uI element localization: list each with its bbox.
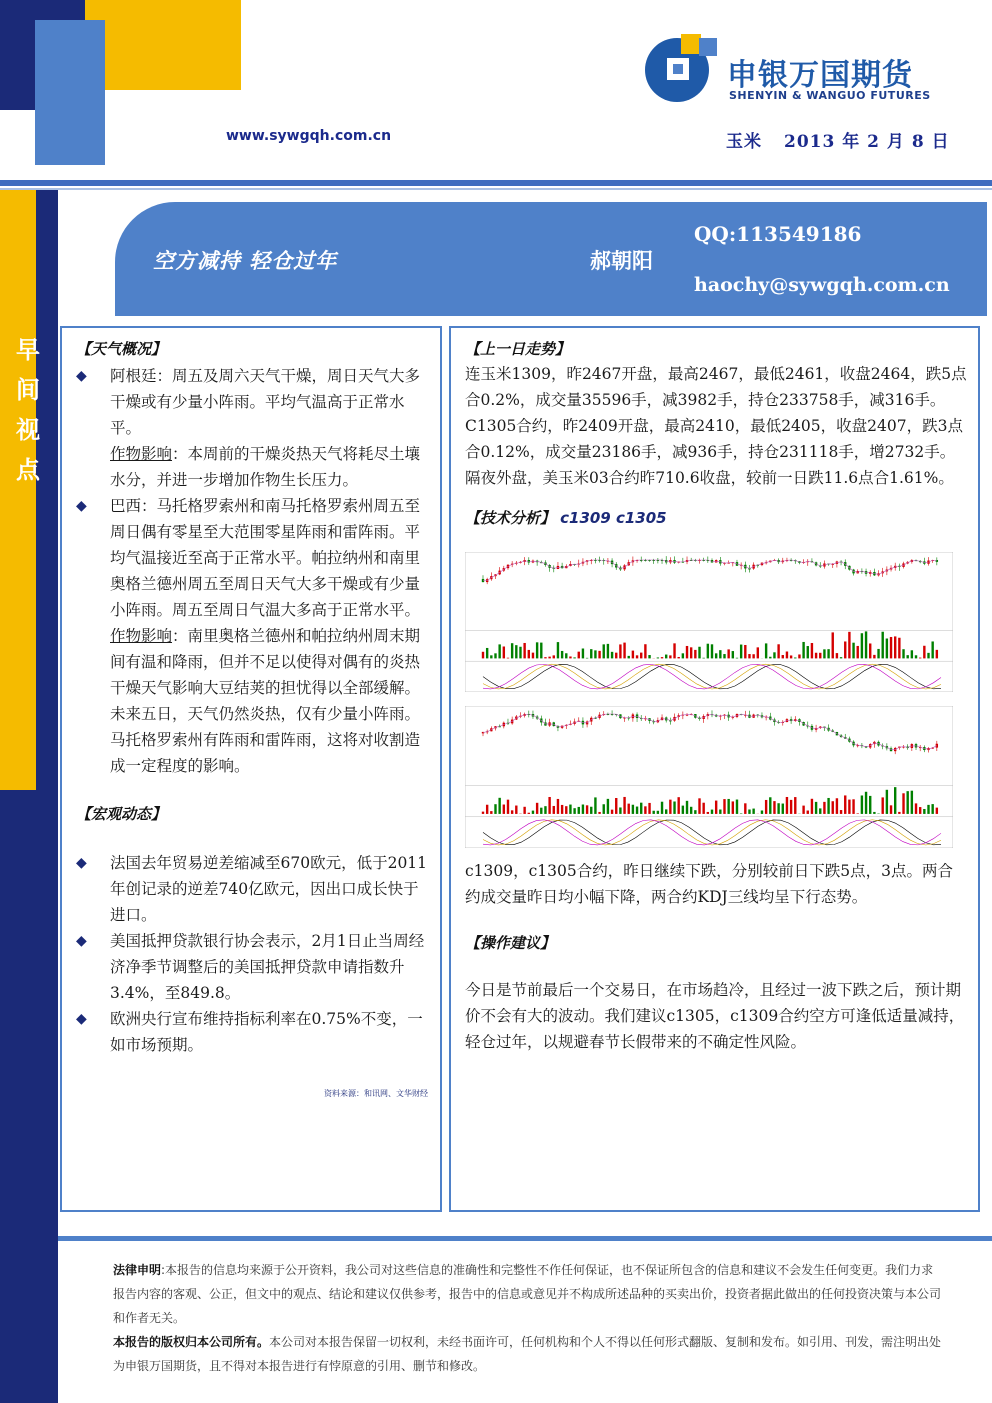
volume-bar [898, 638, 900, 659]
volume-bar [711, 810, 713, 814]
volume-bar [532, 811, 534, 814]
volume-bar [761, 810, 763, 813]
volume-bar [744, 803, 746, 814]
volume-bar [657, 657, 659, 658]
volume-bar [752, 809, 754, 814]
kline-chart-c1305 [465, 706, 953, 848]
author-email[interactable]: haochy@sywgqh.com.cn [694, 274, 950, 296]
volume-bar [911, 791, 913, 814]
date-text: 2013 年 2 月 8 日 [784, 132, 950, 152]
volume-bar [886, 639, 888, 659]
volume-bar [765, 643, 767, 658]
volume-bar [906, 791, 908, 814]
volume-bar [632, 805, 634, 814]
volume-bar [869, 643, 871, 658]
volume-bar [657, 811, 659, 814]
volume-bar [807, 646, 809, 658]
volume-bar [586, 658, 588, 659]
volume-bar [723, 654, 725, 658]
volume-bar [636, 655, 638, 658]
diamond-bullet-icon: ◆ [76, 1011, 87, 1027]
sidebar-stripe-navy-top [36, 190, 58, 790]
volume-bar [669, 800, 671, 814]
header-divider [0, 180, 992, 186]
volume-bar [673, 801, 675, 813]
volume-bar [815, 802, 817, 814]
header-deco [0, 0, 260, 180]
weather-heading: 【天气概况】 [76, 340, 167, 358]
volume-bar [702, 658, 704, 659]
commodity-name: 玉米 [726, 132, 762, 152]
diamond-bullet-icon: ◆ [76, 368, 87, 384]
volume-bar [682, 653, 684, 658]
volume-bar [528, 813, 530, 814]
volume-bar [886, 790, 888, 814]
volume-bar [494, 804, 496, 814]
legal-label: 法律申明 [113, 1263, 162, 1277]
volume-bar [507, 800, 509, 814]
volume-bar [844, 795, 846, 813]
volume-bar [590, 649, 592, 658]
volume-bar [548, 797, 550, 814]
volume-bar [498, 798, 500, 814]
volume-bar [569, 805, 571, 814]
volume-bar [861, 633, 863, 658]
volume-bar [790, 655, 792, 658]
volume-bar [561, 651, 563, 658]
volume-bar [515, 645, 517, 658]
volume-bar [486, 648, 488, 658]
volume-bar [628, 804, 630, 814]
volume-bar [573, 657, 575, 658]
volume-bar [644, 806, 646, 814]
company-logo [643, 34, 719, 110]
volume-bar [686, 646, 688, 658]
volume-bar [732, 801, 734, 814]
volume-bar [936, 650, 938, 659]
volume-bar [819, 653, 821, 659]
volume-bar [669, 655, 671, 658]
volume-bar [544, 657, 546, 658]
technical-summary: c1309，c1305合约，昨日继续下跌，分别较前日下跌5点，3点。两合约成交量昨日均小幅下降，两合约KDJ三线均呈下行态势。 [465, 862, 953, 906]
volume-bar [632, 651, 634, 659]
volume-bar [507, 658, 509, 659]
macro-heading: 【宏观动态】 [76, 805, 167, 823]
volume-bar [882, 632, 884, 659]
website-link[interactable]: www.sywgqh.com.cn [226, 128, 392, 144]
volume-bar [836, 653, 838, 658]
diamond-bullet-icon: ◆ [76, 933, 87, 949]
volume-bar [757, 647, 759, 658]
volume-bar [536, 803, 538, 814]
volume-bar [902, 793, 904, 814]
volume-bar [931, 804, 933, 814]
volume-bar [852, 643, 854, 659]
volume-bar [594, 650, 596, 658]
volume-bar [786, 797, 788, 814]
volume-bar [727, 649, 729, 658]
volume-bar [511, 643, 513, 658]
volume-bar [486, 805, 488, 814]
volume-bar [848, 800, 850, 814]
volume-bar [698, 647, 700, 659]
volume-bar [582, 649, 584, 659]
volume-bar [482, 652, 484, 659]
author-name: 郝朝阳 [590, 248, 653, 273]
volume-bar [894, 636, 896, 658]
volume-bar [673, 643, 675, 658]
volume-bar [827, 649, 829, 658]
volume-bar [557, 642, 559, 658]
volume-bar [848, 632, 850, 659]
volume-bar [515, 806, 517, 814]
volume-bar [694, 650, 696, 659]
volume-bar [648, 655, 650, 658]
volume-bar [827, 798, 829, 814]
volume-bar [927, 805, 929, 814]
volume-bar [915, 655, 917, 658]
volume-bar [902, 649, 904, 658]
volume-bar [578, 807, 580, 814]
volume-bar [823, 802, 825, 814]
report-title: 空方减持 轻仓过年 [153, 248, 338, 273]
volume-bar [623, 797, 625, 814]
previous-day-heading: 【上一日走势】 [465, 340, 571, 358]
volume-bar [682, 806, 684, 814]
volume-bar [519, 647, 521, 659]
volume-bar [844, 641, 846, 658]
volume-bar [628, 656, 630, 659]
volume-bar [915, 803, 917, 814]
volume-bar [615, 653, 617, 659]
volume-bar [503, 646, 505, 658]
volume-bar [777, 803, 779, 814]
volume-bar [615, 798, 617, 814]
volume-bar [494, 653, 496, 658]
volume-bar [707, 644, 709, 659]
footer-divider [58, 1236, 992, 1241]
volume-bar [769, 797, 771, 814]
source-note: 资料来源：和讯网、文华财经 [324, 1089, 428, 1098]
report-date [726, 127, 950, 152]
advice-text: 今日是节前最后一个交易日，在市场趋冷，且经过一波下跌之后，预计期价不会有大的波动。我们建议c1305，c1309合约空方可逢低适量减持，轻仓过年，以规避春节长假带来的不确定性风险。 [465, 981, 965, 1051]
volume-bar [598, 812, 600, 814]
volume-bar [732, 651, 734, 658]
volume-bar [636, 807, 638, 814]
volume-bar [919, 658, 921, 659]
volume-bar [777, 644, 779, 658]
advice-heading: 【操作建议】 [465, 934, 556, 952]
volume-bar [540, 643, 542, 659]
volume-bar [648, 803, 650, 814]
volume-bar [765, 800, 767, 814]
volume-bar [644, 644, 646, 658]
volume-bar [840, 810, 842, 814]
volume-bar [619, 644, 621, 658]
volume-bar [719, 810, 721, 814]
volume-bar [727, 799, 729, 814]
legal-disclaimer: 法律申明:本报告的信息均来源于公开资料，我公司对这些信息的准确性和完整性不作任何保证，也不保证所包含的信息和建议不会发生任何变更。我们力求报告内容的客观、公正，但文中的观点、结论和建议仅供参考，报告中的信息或意见并不构成所述品种的买卖出价，投资者据此做出的任何投资决策与本公司和作者无关。 本报告的版权归本公司所有。本公司对本报告保留一切权利，未经书面许可，任何机构和个人不得以任何形式翻版、复制和发布。如引用、刊发，需注明出处为申银万国期货，且不得对本报告进行有悖原意的引用、删节和修改。 [113, 1263, 942, 1373]
logo-text-en: SHENYIN & WANGUO FUTURES [729, 89, 931, 102]
volume-bar [911, 650, 913, 658]
volume-bar [586, 805, 588, 814]
volume-bar [740, 645, 742, 659]
volume-bar [890, 637, 892, 658]
volume-bar [523, 807, 525, 814]
volume-bar [511, 810, 513, 814]
volume-bar [715, 653, 717, 658]
volume-bar [498, 644, 500, 658]
volume-bar [807, 811, 809, 814]
technical-heading-row [465, 507, 967, 528]
volume-bar [861, 795, 863, 813]
volume-bar [619, 807, 621, 813]
volume-bar [773, 652, 775, 658]
volume-bar [707, 812, 709, 814]
volume-bar [665, 809, 667, 814]
volume-bar [736, 800, 738, 814]
volume-bar [715, 801, 717, 814]
volume-bar [598, 651, 600, 659]
header-divider-thin [0, 188, 992, 190]
volume-bar [869, 796, 871, 814]
volume-bar [557, 799, 559, 814]
volume-bar [582, 805, 584, 814]
technical-contracts: c1309 c1305 [560, 509, 667, 527]
volume-bar [661, 657, 663, 658]
volume-bar [873, 812, 875, 814]
volume-bar [640, 653, 642, 659]
volume-bar [802, 806, 804, 814]
volume-bar [561, 805, 563, 814]
volume-bar [594, 797, 596, 814]
volume-bar [565, 806, 567, 814]
volume-bar [882, 797, 884, 814]
sidebar-stripe-navy [0, 790, 58, 1403]
volume-bar [794, 658, 796, 659]
weather-item: ◆ 巴西：马托格罗索州和南马托格罗索州周五至周日偶有零星至大范围零星阵雨和雷阵雨。平均气温接近至高于正常水平。帕拉纳州和南里奥格兰德州周五至周日天气大多干燥或有少量小阵雨。周五至周日气温大多高于正常水平。 作物影响：南里奥格兰德州和帕拉纳州周末期间有温和降雨，但并不足以使得对偶有的炎热干燥天气影响大豆结荚的担忧得以全部缓解。未来五日，天气仍然炎热，仅有少量小阵雨。马托格罗索州有阵雨和雷阵雨，这将对收割造成一定程度的影响。 [76, 493, 428, 779]
volume-bar [782, 655, 784, 658]
volume-bar [482, 812, 484, 814]
volume-bar [590, 807, 592, 814]
volume-bar [894, 787, 896, 814]
sidebar-label: 早 间 视 点 [16, 335, 40, 484]
volume-bar [748, 654, 750, 658]
volume-bar [702, 803, 704, 814]
weather-item: ◆ 阿根廷：周五及周六天气干燥，周日天气大多干燥或有少量小阵雨。平均气温高于正常水平。 作物影响：本周前的干燥炎热天气将耗尽土壤水分，并进一步增加作物生长压力。 [76, 363, 428, 493]
volume-bar [906, 655, 908, 658]
volume-bar [694, 810, 696, 814]
left-panel [60, 326, 442, 1212]
volume-bar [877, 649, 879, 658]
logo-text-cn: 申银万国期货 [727, 58, 913, 93]
volume-bar [690, 807, 692, 814]
volume-bar [690, 647, 692, 658]
diamond-bullet-icon: ◆ [76, 498, 87, 514]
volume-bar [802, 642, 804, 658]
volume-bar [919, 807, 921, 814]
volume-bar [553, 655, 555, 658]
volume-bar [815, 653, 817, 659]
volume-bar [782, 804, 784, 814]
volume-bar [611, 652, 613, 659]
technical-heading: 【技术分析】 [465, 509, 556, 527]
volume-bar [873, 655, 875, 659]
macro-item: ◆ 欧洲央行宣布维持指标利率在0.75%不变，一如市场预期。 [76, 1006, 428, 1058]
volume-bar [503, 805, 505, 814]
volume-bar [540, 808, 542, 814]
volume-bar [898, 812, 900, 814]
volume-bar [653, 811, 655, 814]
kline-chart-c1309 [465, 552, 953, 692]
volume-bar [923, 646, 925, 659]
volume-bar [573, 808, 575, 814]
volume-bar [536, 642, 538, 658]
volume-bar [857, 646, 859, 658]
volume-bar [865, 631, 867, 658]
volume-bar [836, 798, 838, 814]
volume-bar [719, 650, 721, 658]
volume-bar [578, 652, 580, 659]
volume-bar [665, 655, 667, 659]
volume-bar [661, 802, 663, 814]
volume-bar [769, 657, 771, 659]
copyright-label: 本报告的版权归本公司所有。 [113, 1335, 270, 1349]
volume-bar [553, 806, 555, 814]
volume-bar [865, 792, 867, 814]
volume-bar [819, 808, 821, 814]
volume-bar [811, 643, 813, 658]
volume-bar [811, 799, 813, 814]
volume-bar [607, 799, 609, 814]
volume-bar [790, 800, 792, 814]
volume-bar [890, 805, 892, 814]
volume-bar [528, 650, 530, 658]
volume-bar [786, 652, 788, 659]
volume-bar [544, 806, 546, 814]
volume-bar [623, 643, 625, 659]
macro-item: ◆ 美国抵押贷款银行协会表示，2月1日止当周经济净季节调整后的美国抵押贷款申请指数升3.4%，至849.8。 [76, 928, 428, 1006]
volume-bar [936, 808, 938, 814]
volume-bar [607, 644, 609, 659]
volume-bar [794, 797, 796, 814]
volume-bar [640, 803, 642, 814]
volume-bar [923, 809, 925, 814]
volume-bar [532, 653, 534, 659]
volume-bar [603, 644, 605, 658]
volume-bar [752, 654, 754, 658]
volume-bar [773, 801, 775, 814]
volume-bar [565, 653, 567, 658]
volume-bar [823, 649, 825, 658]
volume-bar [686, 801, 688, 814]
volume-bar [569, 656, 571, 658]
volume-bar [744, 645, 746, 658]
macro-item: ◆ 法国去年贸易逆差缩减至670欧元，低于2011年创记录的逆差740亿欧元，因出口成长快于进口。 [76, 850, 428, 928]
author-qq: QQ:113549186 [694, 222, 862, 246]
volume-bar [927, 653, 929, 659]
volume-bar [931, 641, 933, 658]
sidebar-stripe-yellow [0, 190, 36, 790]
volume-bar [698, 798, 700, 814]
volume-bar [711, 644, 713, 658]
volume-bar [857, 813, 859, 814]
volume-bar [736, 658, 738, 659]
volume-bar [677, 797, 679, 814]
volume-bar [748, 809, 750, 813]
previous-day-text: 连玉米1309，昨2467开盘，最高2467，最低2461，收盘2464，跌5点合0.2%，成交量35596手，减3982手，持仓233758手，减316手。C1305合约，昨2409开盘，最高2410，最低2405，收盘2407，跌3点合0.12%，成交量23186手，减936手，持仓231118手，增2732手。隔夜外盘，美玉米03合约昨710.6收盘，较前一日跌11.6点合1.61%。 [465, 365, 967, 487]
volume-bar [832, 632, 834, 658]
volume-bar [798, 654, 800, 658]
volume-bar [490, 655, 492, 658]
volume-bar [611, 810, 613, 814]
volume-bar [852, 799, 854, 814]
volume-bar [523, 643, 525, 658]
volume-bar [603, 804, 605, 814]
right-panel [449, 326, 980, 1212]
volume-bar [548, 657, 550, 659]
volume-bar [490, 811, 492, 814]
volume-bar [677, 657, 679, 658]
volume-bar [723, 799, 725, 814]
volume-bar [840, 657, 842, 658]
volume-bar [832, 801, 834, 814]
diamond-bullet-icon: ◆ [76, 855, 87, 871]
